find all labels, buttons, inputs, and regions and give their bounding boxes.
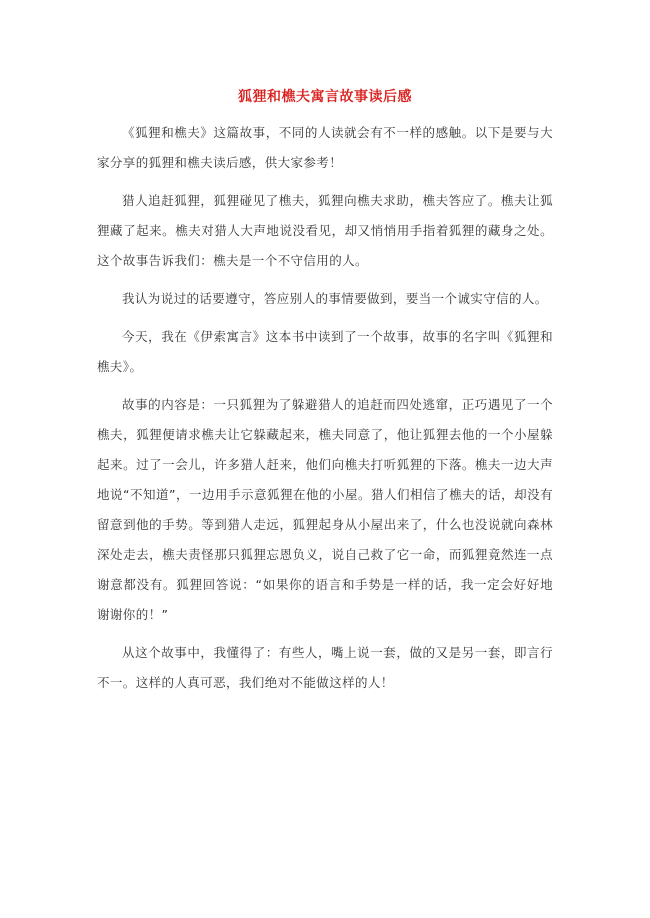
paragraph-story-summary: 猎人追赶狐狸，狐狸碰见了樵夫，狐狸向樵夫求助，樵夫答应了。樵夫让狐狸藏了起来。樵夫对猎人大声地说没看见，却又悄悄用手指着狐狸的藏身之处。这个故事告诉我们：樵夫是一个不守信用的人。 [97,193,553,268]
paragraph-reading-context: 今天，我在《伊索寓言》这本书中读到了一个故事，故事的名字叫《狐狸和樵夫》。 [97,329,553,374]
document-title: 狐狸和樵夫寓言故事读后感 [238,89,412,105]
paragraph-conclusion: 从这个故事中，我懂得了：有些人，嘴上说一套，做的又是另一套，即言行不一。这样的人真可恶，我们绝对不能做这样的人！ [97,645,553,690]
paragraph-story-content: 故事的内容是：一只狐狸为了躲避猎人的追赶而四处逃窜，正巧遇见了一个樵夫，狐狸便请求樵夫让它躲藏起来，樵夫同意了，他让狐狸去他的一个小屋躲起来。过了一会儿，许多猎人赶来，他们向樵夫打听狐狸的下落。樵夫一边大声地说“不知道”，一边用手示意狐狸在他的小屋。猎人们相信了樵夫的话，却没有留意到他的手势。等到猎人走远，狐狸起身从小屋出来了，什么也没说就向森林深处走去，樵夫责怪那只狐狸忘恩负义，说自己救了它一命，而狐狸竟然连一点谢意都没有。狐狸回答说：“如果你的语言和手势是一样的话，我一定会好好地谢谢你的！” [97,397,553,622]
paragraph-lesson: 我认为说过的话要遵守，答应别人的事情要做到，要当一个诚实守信的人。 [122,291,548,306]
document-body [97,118,553,706]
paragraph-intro: 《狐狸和樵夫》这篇故事，不同的人读就会有不一样的感触。以下是要与大家分享的狐狸和樵夫读后感，供大家参考！ [97,125,553,170]
